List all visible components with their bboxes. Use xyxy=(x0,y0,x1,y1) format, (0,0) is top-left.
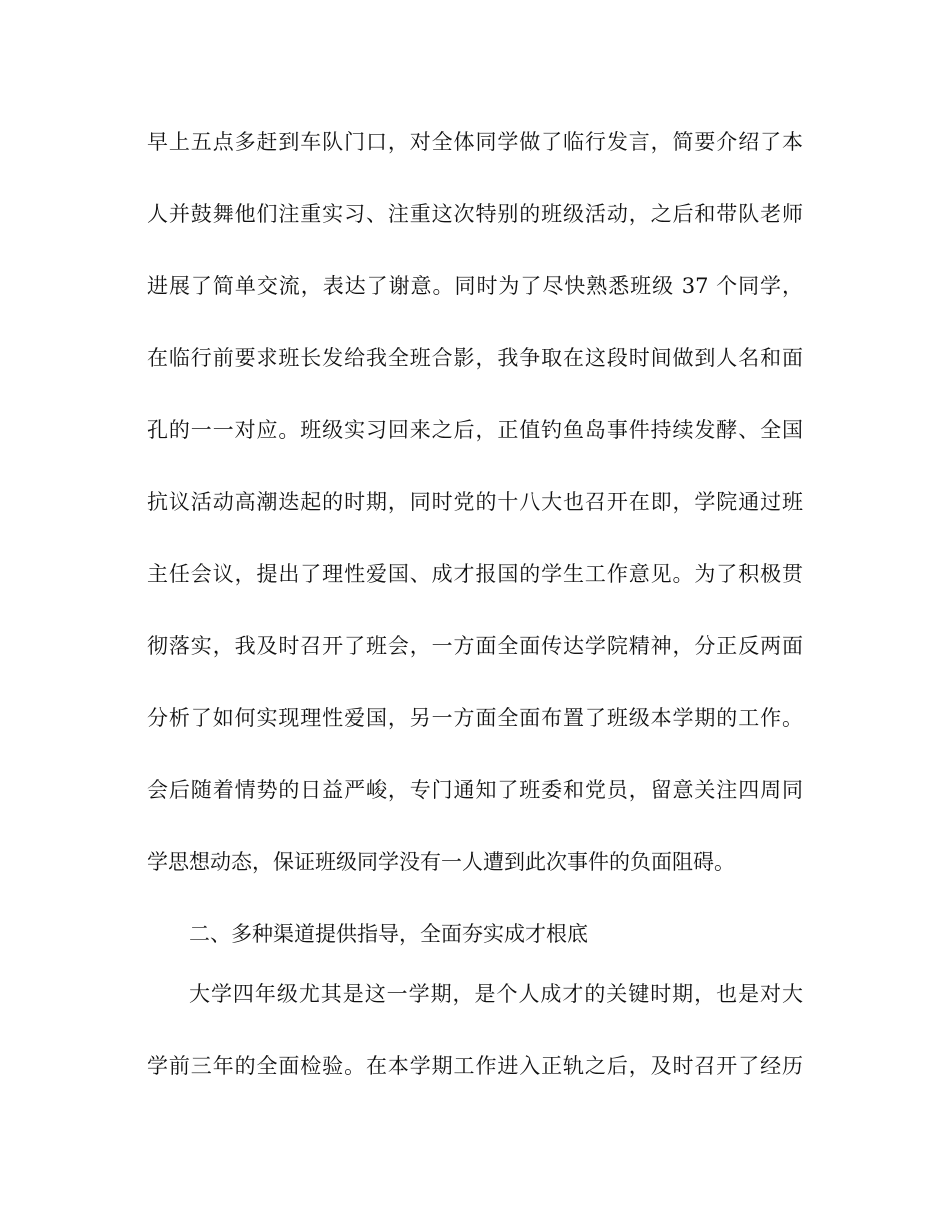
paragraph-line-1: 早上五点多赶到车队门口，对全体同学做了临行发言，简要介绍了本 xyxy=(147,130,803,154)
paragraph-line-8: 彻落实，我及时召开了班会，一方面全面传达学院精神，分正反两面 xyxy=(147,634,803,658)
paragraph-line-6: 抗议活动高潮迭起的时期，同时党的十八大也召开在即，学院通过班 xyxy=(147,490,803,514)
paragraph-line-4: 在临行前要求班长发给我全班合影，我争取在这段时间做到人名和面 xyxy=(147,346,803,370)
paragraph-line-9: 分析了如何实现理性爱国，另一方面全面布置了班级本学期的工作。 xyxy=(147,706,803,730)
document-body xyxy=(147,122,803,1118)
paragraph-line-3: 进展了简单交流，表达了谢意。同时为了尽快熟悉班级 37 个同学， xyxy=(147,274,803,298)
paragraph2-line-2: 学前三年的全面检验。在本学期工作进入正轨之后，及时召开了经历 xyxy=(147,1054,803,1078)
paragraph-line-10: 会后随着情势的日益严峻，专门通知了班委和党员，留意关注四周同 xyxy=(147,778,803,802)
paragraph-line-11: 学思想动态，保证班级同学没有一人遭到此次事件的负面阻碍。 xyxy=(147,850,735,874)
section-heading: 二、多种渠道提供指导，全面夯实成才根底 xyxy=(189,922,588,946)
paragraph-line-2: 人并鼓舞他们注重实习、注重这次特别的班级活动，之后和带队老师 xyxy=(147,202,803,226)
paragraph-line-5: 孔的一一对应。班级实习回来之后，正值钓鱼岛事件持续发酵、全国 xyxy=(147,418,803,442)
paragraph2-line-1: 大学四年级尤其是这一学期，是个人成才的关键时期，也是对大 xyxy=(189,982,803,1006)
paragraph-line-7: 主任会议，提出了理性爱国、成才报国的学生工作意见。为了积极贯 xyxy=(147,562,803,586)
